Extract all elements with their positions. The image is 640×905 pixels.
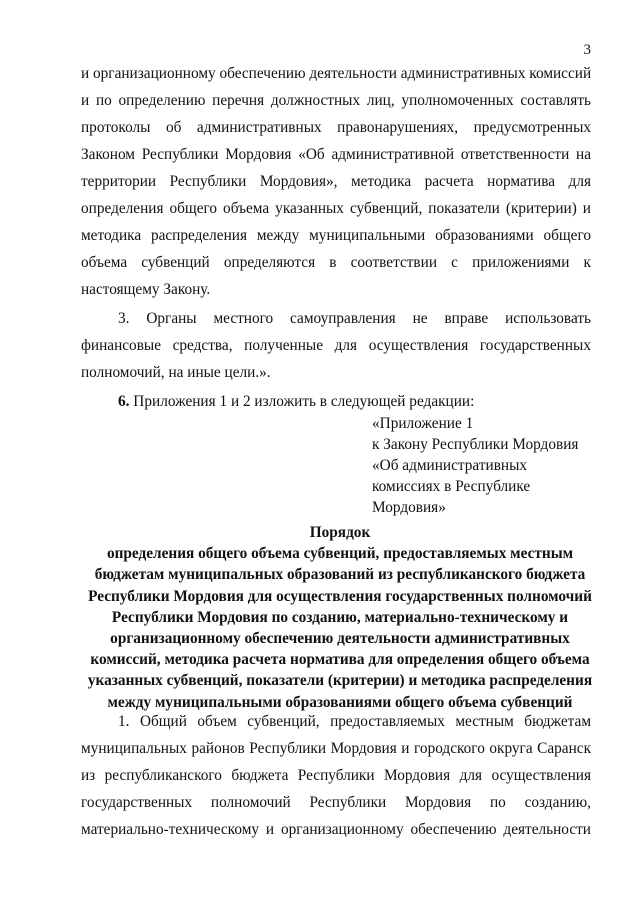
paragraph-line: территории Республики Мордовия», методика расчета норматива для xyxy=(81,173,591,190)
point-1-line: 1. Общий объем субвенций, предоставляемых местным бюджетам xyxy=(118,713,591,730)
heading-line: между муниципальными образованиями общего объема субвенций xyxy=(107,693,573,711)
paragraph-line: и по определению перечня должностных лиц, уполномоченных составлять xyxy=(81,92,591,109)
heading-line: организационному обеспечению деятельности административных xyxy=(110,630,570,648)
point-1-line: из республиканского бюджета Республики Мордовия для осуществления xyxy=(81,767,591,784)
paragraph-line: Законом Республики Мордовия «Об административной ответственности на xyxy=(81,146,591,163)
appendix-header-line: Мордовия» xyxy=(372,499,446,516)
page-number: 3 xyxy=(583,42,591,58)
heading-line: бюджетам муниципальных образований из республиканского бюджета xyxy=(94,566,586,584)
point-1-line: муниципальных районов Республики Мордовия и городского округа Саранск xyxy=(81,740,591,757)
clause-3-line: 3. Органы местного самоуправления не вправе использовать xyxy=(118,310,591,327)
paragraph-line: и организационному обеспечению деятельности административных комиссий xyxy=(81,65,592,82)
heading-line: комиссий, методика расчета норматива для определения общего объема xyxy=(90,651,590,669)
point-1-line: материально-техническому и организационному обеспечению деятельности xyxy=(81,821,591,838)
clause-6-line xyxy=(118,392,591,412)
appendix-header-line: к Закону Республики Мордовия xyxy=(372,436,579,453)
clause-6-text: Приложения 1 и 2 изложить в следующей редакции: xyxy=(129,393,475,410)
heading-line: определения общего объема субвенций, предоставляемых местным xyxy=(106,545,574,563)
appendix-header-line: «Об административных xyxy=(372,457,528,474)
appendix-header-line: «Приложение 1 xyxy=(372,415,474,432)
paragraph-line: протоколы об административных правонарушениях, предусмотренных xyxy=(81,119,591,136)
section-heading xyxy=(60,522,620,713)
point-1-line: государственных полномочий Республики Мордовия по созданию, xyxy=(81,794,591,811)
appendix-header-line: комиссиях в Республике xyxy=(372,478,531,495)
clause-3-line: финансовые средства, полученные для осуществления государственных xyxy=(81,337,591,354)
clause-3-line: полномочий, на иные цели.». xyxy=(81,364,271,381)
paragraph-line: настоящему Закону. xyxy=(81,281,211,298)
heading-line: указанных субвенций, показатели (критерии) и методика распределения xyxy=(87,672,593,690)
paragraph-line: методика распределения между муниципальными образованиями общего xyxy=(81,227,591,244)
heading-line: Республики Мордовия по созданию, материально-техническому и xyxy=(111,608,569,626)
paragraph-line: определения общего объема указанных субвенций, показатели (критерии) и xyxy=(81,200,591,217)
heading-title: Порядок xyxy=(309,524,371,541)
clause-6-number: 6. xyxy=(118,393,130,410)
paragraph-line: объема субвенций определяются в соответствии с приложениями к xyxy=(81,254,591,271)
appendix-header xyxy=(372,413,612,518)
heading-line: Республики Мордовия для осуществления государственных полномочий xyxy=(88,587,592,605)
